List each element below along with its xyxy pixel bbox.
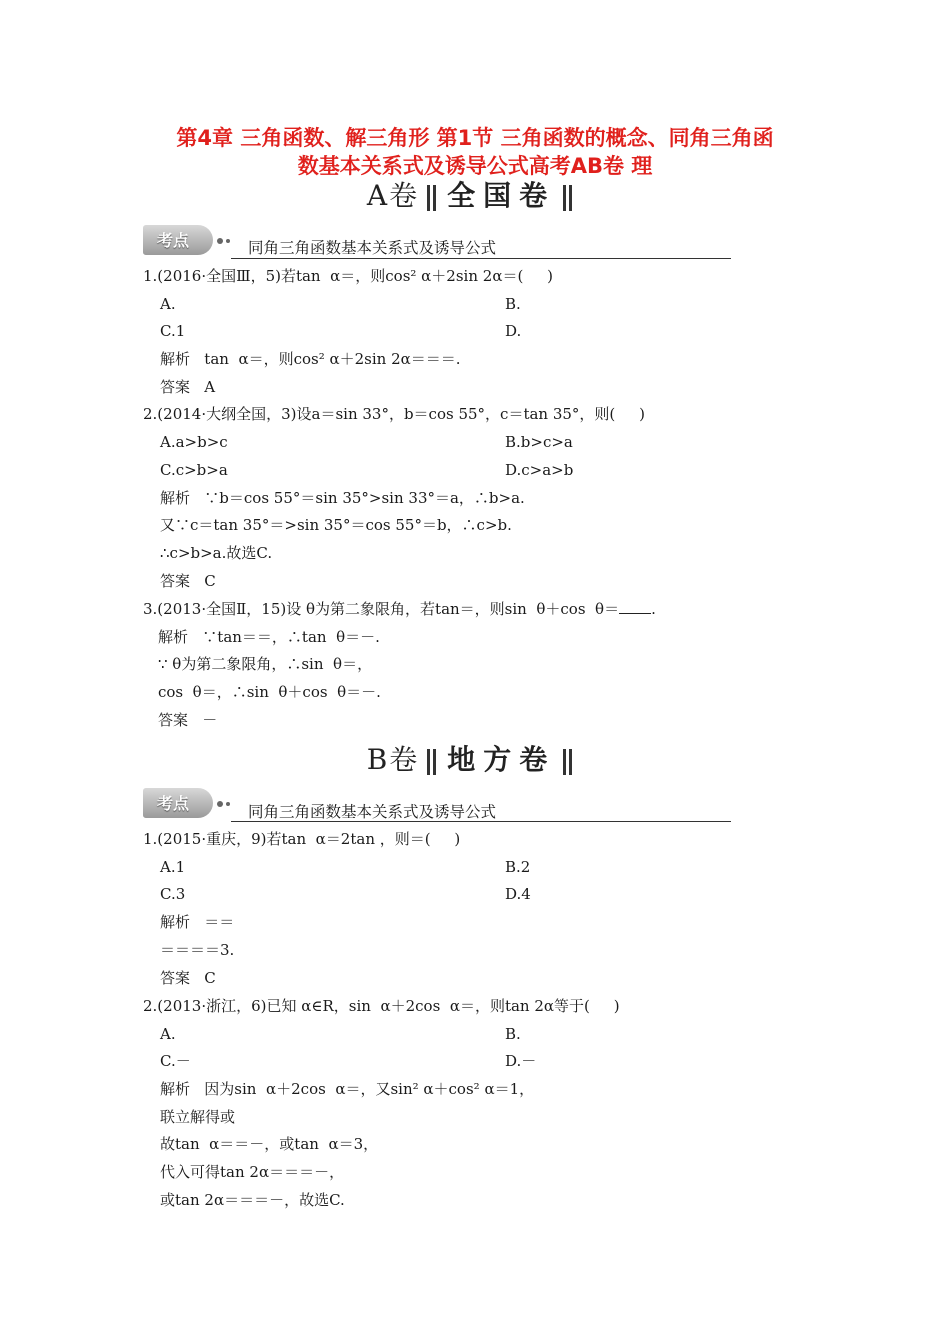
a-p3-analysis-1: 解析 ∵tan＝＝，∴tan θ＝－.	[158, 628, 380, 646]
section-a-name: 全国卷	[447, 179, 556, 212]
section-b-letter: B卷	[366, 743, 420, 776]
dot-icon	[226, 239, 230, 243]
a-p2-option-d: D.c>a>b	[505, 461, 574, 479]
topic-rule	[231, 821, 731, 822]
topic-rule	[231, 258, 731, 259]
b-p1-option-c: C.3	[160, 885, 186, 903]
double-bar-icon	[563, 749, 575, 775]
double-bar-icon	[427, 185, 439, 211]
a-p1-analysis: 解析 tan α＝，则cos² α＋2sin 2α＝＝＝.	[160, 350, 461, 368]
b-p2-option-c: C.－	[160, 1052, 191, 1070]
a-p2-option-c: C.c>b>a	[160, 461, 228, 479]
a-p2-analysis-3: ∴c>b>a.故选C.	[160, 544, 273, 562]
b-p2-analysis-5: 或tan 2α＝＝＝－，故选C.	[160, 1191, 345, 1209]
a-p1-answer: 答案 A	[160, 378, 216, 396]
answer-blank	[619, 599, 651, 614]
a-p2-answer: 答案 C	[160, 572, 216, 590]
section-a-letter: A卷	[366, 179, 420, 212]
a-p3-stem	[143, 599, 656, 619]
a-p3-stem-text: 3.(2013·全国Ⅱ，15)设 θ为第二象限角，若tan＝，则sin θ＋cos θ＝	[143, 600, 620, 618]
kaodian-badge	[143, 788, 231, 818]
badge-label: 考点	[157, 794, 190, 813]
b-p2-stem: 2.(2013·浙江，6)已知 α∈R，sin α＋2cos α＝，则tan 2α等于( )	[143, 997, 620, 1015]
badge-label: 考点	[157, 231, 190, 250]
a-p1-option-d: D.	[505, 322, 522, 340]
topic-a: 同角三角函数基本关系式及诱导公式	[248, 239, 497, 257]
dot-icon	[226, 802, 230, 806]
section-b-header	[0, 742, 950, 778]
b-p2-option-a: A.	[160, 1025, 176, 1043]
title-line-2: 数基本关系式及诱导公式高考AB卷 理	[297, 154, 653, 178]
topic-b: 同角三角函数基本关系式及诱导公式	[248, 803, 497, 821]
b-p1-option-d: D.4	[505, 885, 531, 903]
a-p3-analysis-2: ∵ θ为第二象限角，∴sin θ＝，	[158, 655, 373, 673]
dot-icon	[217, 801, 223, 807]
a-p1-option-b: B.	[505, 295, 521, 313]
b-p2-option-d: D.－	[505, 1052, 537, 1070]
title-line-1: 第4章 三角函数、解三角形 第1节 三角函数的概念、同角三角函	[176, 126, 774, 150]
b-p2-analysis-3: 故tan α＝＝－，或tan α＝3，	[160, 1135, 379, 1153]
double-bar-icon	[563, 185, 575, 211]
b-p2-analysis-2: 联立解得或	[160, 1108, 236, 1126]
a-p3-analysis-3: cos θ＝，∴sin θ＋cos θ＝－.	[158, 683, 381, 701]
a-p1-option-a: A.	[160, 295, 176, 313]
b-p1-analysis-2: ＝＝＝＝3.	[160, 941, 235, 959]
page-title	[100, 124, 850, 180]
double-bar-icon	[427, 749, 439, 775]
a-p3-stem-end: .	[651, 600, 656, 618]
a-p2-option-a: A.a>b>c	[160, 433, 228, 451]
dot-icon	[217, 238, 223, 244]
a-p2-option-b: B.b>c>a	[505, 433, 573, 451]
a-p2-analysis-2: 又∵c＝tan 35°＝>sin 35°＝cos 55°＝b，∴c>b.	[160, 516, 512, 534]
kaodian-badge	[143, 225, 231, 255]
a-p2-analysis-1: 解析 ∵b＝cos 55°＝sin 35°>sin 33°＝a，∴b>a.	[160, 489, 525, 507]
a-p1-stem: 1.(2016·全国Ⅲ，5)若tan α＝，则cos² α＋2sin 2α＝( )	[143, 267, 553, 285]
b-p1-option-b: B.2	[505, 858, 531, 876]
b-p2-analysis-4: 代入可得tan 2α＝＝＝－，	[160, 1163, 345, 1181]
section-a-header	[0, 178, 950, 214]
b-p1-option-a: A.1	[160, 858, 186, 876]
b-p1-analysis-1: 解析 ＝＝	[160, 913, 235, 931]
section-b-name: 地方卷	[447, 743, 556, 776]
b-p1-answer: 答案 C	[160, 969, 216, 987]
a-p3-answer: 答案 －	[158, 711, 218, 729]
b-p2-analysis-1: 解析 因为sin α＋2cos α＝，又sin² α＋cos² α＝1，	[160, 1080, 535, 1098]
a-p1-option-c: C.1	[160, 322, 186, 340]
b-p2-option-b: B.	[505, 1025, 521, 1043]
b-p1-stem: 1.(2015·重庆，9)若tan α＝2tan ，则＝( )	[143, 830, 461, 848]
a-p2-stem: 2.(2014·大纲全国，3)设a＝sin 33°，b＝cos 55°，c＝tan 35°，则( )	[143, 405, 645, 423]
